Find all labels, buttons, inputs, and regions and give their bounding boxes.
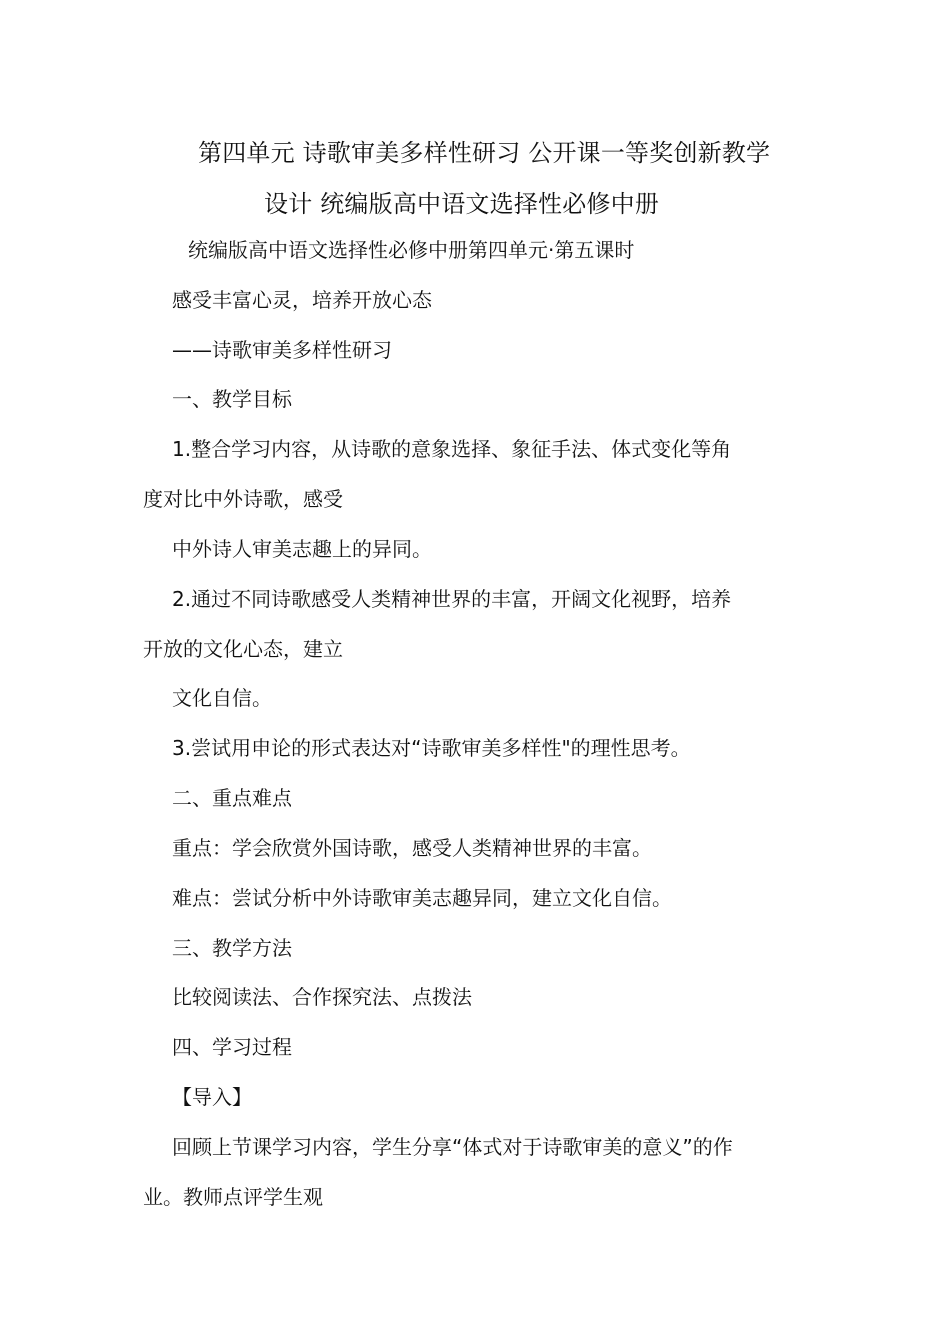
section-heading-goals: 一、教学目标 <box>172 387 292 411</box>
document-title-line-1: 第四单元 诗歌审美多样性研习 公开课一等奖创新教学 <box>198 139 771 167</box>
goal-2-line-3: 文化自信。 <box>172 686 272 710</box>
methods-text: 比较阅读法、合作探究法、点拨法 <box>172 985 472 1009</box>
subsection-intro: 【导入】 <box>172 1085 252 1109</box>
intro-text-line-2: 业。教师点评学生观 <box>143 1185 323 1209</box>
lesson-subtheme: ——诗歌审美多样性研习 <box>172 338 392 362</box>
goal-1-line-2: 度对比中外诗歌，感受 <box>143 487 343 511</box>
section-heading-key-points: 二、重点难点 <box>172 786 292 810</box>
subtitle-course-info: 统编版高中语文选择性必修中册第四单元·第五课时 <box>188 238 635 262</box>
goal-1-line-3: 中外诗人审美志趣上的异同。 <box>172 537 432 561</box>
key-point: 重点：学会欣赏外国诗歌，感受人类精神世界的丰富。 <box>172 836 652 860</box>
section-heading-methods: 三、教学方法 <box>172 936 292 960</box>
section-heading-process: 四、学习过程 <box>172 1035 292 1059</box>
document-title-line-2: 设计 统编版高中语文选择性必修中册 <box>264 190 660 218</box>
goal-1-line-1: 1.整合学习内容，从诗歌的意象选择、象征手法、体式变化等角 <box>172 437 732 461</box>
intro-text-line-1: 回顾上节课学习内容，学生分享“体式对于诗歌审美的意义”的作 <box>172 1135 733 1159</box>
goal-2-line-1: 2.通过不同诗歌感受人类精神世界的丰富，开阔文化视野，培养 <box>172 587 732 611</box>
lesson-theme: 感受丰富心灵，培养开放心态 <box>172 288 432 312</box>
goal-2-line-2: 开放的文化心态，建立 <box>143 637 343 661</box>
goal-3: 3.尝试用申论的形式表达对“诗歌审美多样性"的理性思考。 <box>172 736 691 760</box>
difficult-point: 难点：尝试分析中外诗歌审美志趣异同，建立文化自信。 <box>172 886 672 910</box>
